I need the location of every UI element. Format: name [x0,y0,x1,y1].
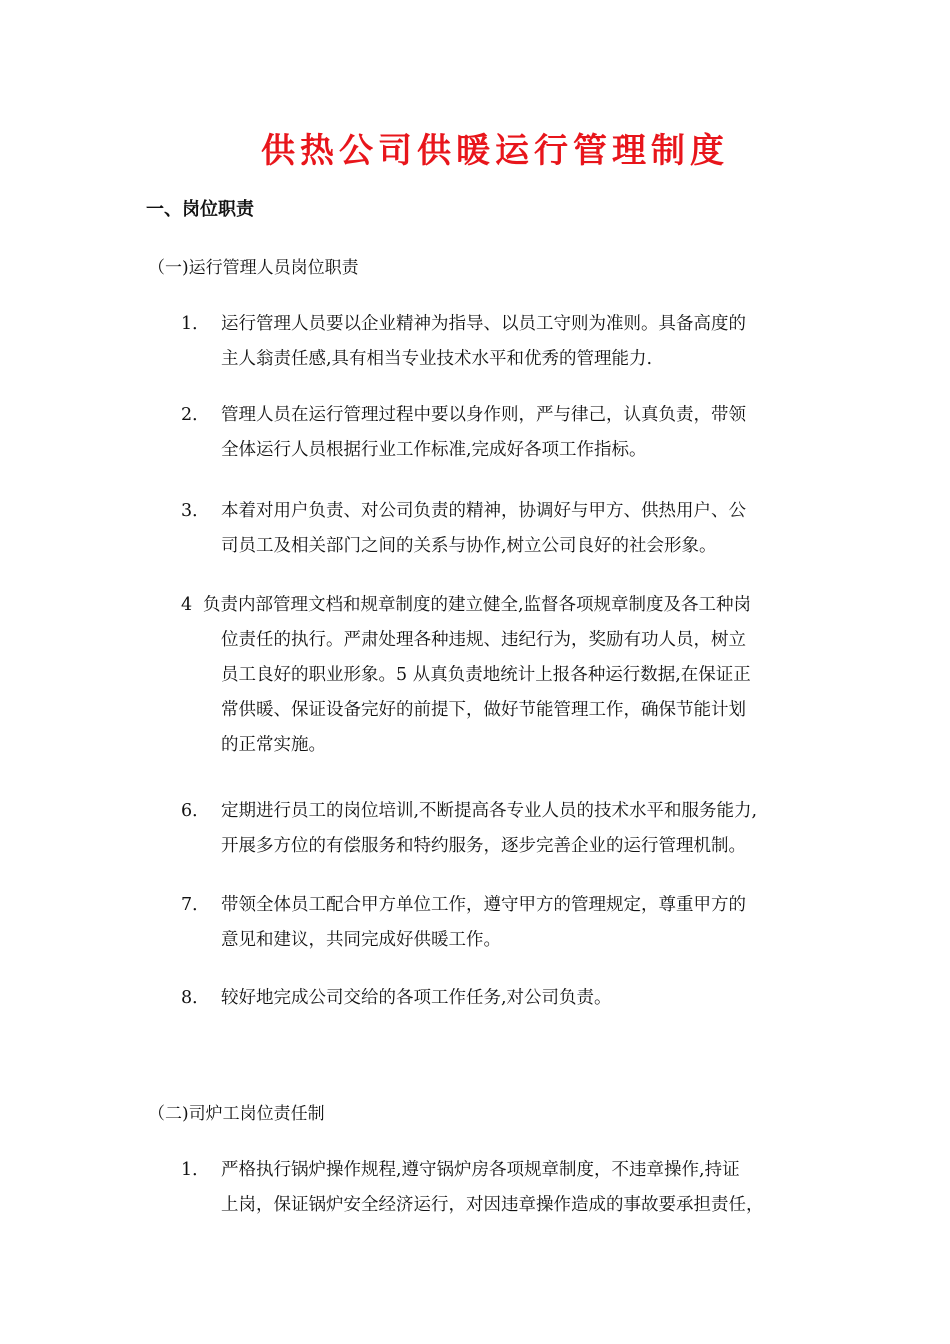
document-title: 供热公司供暖运行管理制度 [261,131,729,171]
item-text: 较好地完成公司交给的各项工作任务,对公司负责。 [221,988,612,1008]
list-item [181,588,831,763]
item-text: 意见和建议，共同完成好供暖工作。 [221,930,501,950]
list-item [181,1153,831,1223]
item-text: 的正常实施。 [221,735,326,755]
list-item [181,398,831,468]
item-text: 员工良好的职业形象。5 从真负责地统计上报各种运行数据,在保证正 [221,665,751,685]
item-text: 位责任的执行。严肃处理各种违规、违纪行为，奖励有功人员，树立 [221,630,746,650]
item-text: 本着对用户负责、对公司负责的精神，协调好与甲方、供热用户、公 [221,501,746,521]
item-text: 管理人员在运行管理过程中要以身作则，严与律己，认真负责，带领 [221,405,746,425]
item-number: 7． [181,895,210,915]
item-text: 定期进行员工的岗位培训,不断提高各专业人员的技术水平和服务能力, [221,801,758,821]
item-text: 上岗，保证锅炉安全经济运行，对因违章操作造成的事故要承担责任， [221,1195,764,1215]
item-text: 运行管理人员要以企业精神为指导、以员工守则为准则。具备高度的 [221,314,746,334]
item-number: 8． [181,988,210,1008]
item-number: 6． [181,801,210,821]
item-text: 带领全体员工配合甲方单位工作，遵守甲方的管理规定，尊重甲方的 [221,895,746,915]
item-number: 4 [181,595,193,615]
item-text: 司员工及相关部门之间的关系与协作,树立公司良好的社会形象。 [221,536,717,556]
list-item [181,794,831,864]
item-text: 全体运行人员根据行业工作标准,完成好各项工作指标。 [221,440,647,460]
section-heading: 一、岗位职责 [146,199,254,220]
subsection-heading-1: （一)运行管理人员岗位职责 [148,258,359,278]
list-item [181,981,831,1016]
item-number: 2． [181,405,210,425]
subsection-heading-2: （二)司炉工岗位责任制 [148,1104,325,1124]
list-item [181,307,831,377]
item-text: 开展多方位的有偿服务和特约服务，逐步完善企业的运行管理机制。 [221,836,746,856]
item-text: 常供暖、保证设备完好的前提下，做好节能管理工作，确保节能计划 [221,700,746,720]
item-number: 1． [181,314,210,334]
item-text: 严格执行锅炉操作规程,遵守锅炉房各项规章制度，不违章操作,持证 [221,1160,740,1180]
list-item [181,888,831,958]
item-number: 1． [181,1160,210,1180]
item-text: 负责内部管理文档和规章制度的建立健全,监督各项规章制度及各工种岗 [203,595,752,615]
list-item [181,494,831,564]
item-text: 主人翁责任感,具有相当专业技术水平和优秀的管理能力. [221,349,653,369]
item-number: 3． [181,501,210,521]
